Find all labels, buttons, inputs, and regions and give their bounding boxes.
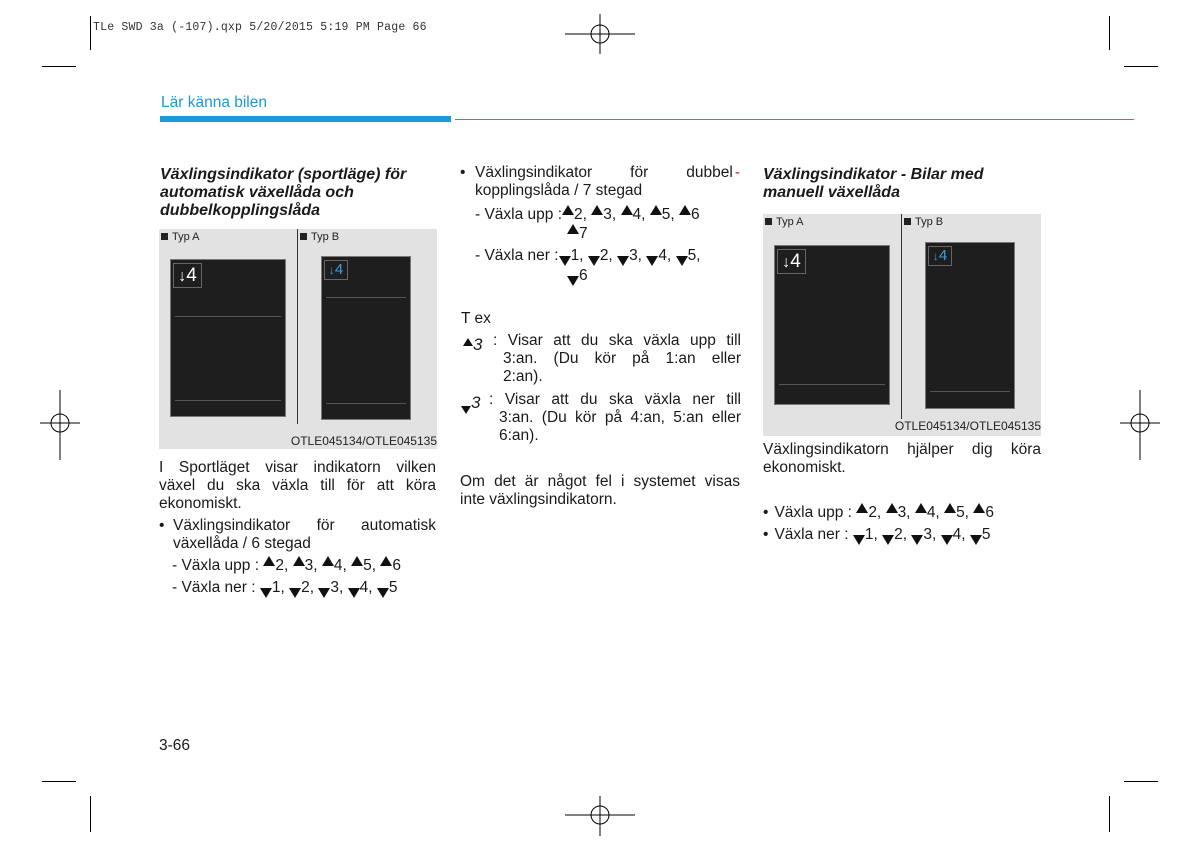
col3-figure	[763, 214, 1041, 436]
gear-indicator-display: ↓4	[173, 263, 202, 288]
shift-up-icon	[562, 205, 574, 215]
shift-down-icon	[461, 406, 471, 414]
col2-tex: T ex	[461, 310, 491, 327]
shift-down-icon	[853, 535, 865, 545]
square-bullet-icon	[904, 218, 911, 225]
registration-mark-top	[565, 14, 635, 54]
section-title-rule	[455, 119, 1134, 120]
col3-heading: Växlingsindikator - Bilar med manuell växellåda	[763, 166, 984, 201]
figure-code: OTLE045134/OTLE045135	[290, 434, 437, 448]
col3-paragraph: Växlingsindikatorn hjälper dig köra ekonomiskt.	[763, 441, 1041, 476]
gear-indicator-display: ↓4	[777, 249, 806, 274]
col1-heading: Växlingsindikator (sportläge) för automatisk växellåda och dubbelkopplingslåda	[160, 166, 407, 219]
shift-down-icon	[318, 588, 330, 598]
shift-down-icon	[646, 256, 658, 266]
registration-mark-right	[1120, 390, 1160, 460]
square-bullet-icon	[300, 233, 307, 240]
col1-figure	[159, 229, 437, 449]
shift-up-icon	[856, 503, 868, 513]
shift-down-icon	[289, 588, 301, 598]
figure-code: OTLE045134/OTLE045135	[894, 419, 1041, 433]
gear-indicator-display: ↓4	[324, 260, 348, 280]
arrow-down-icon: ↓	[178, 268, 187, 285]
shift-up-icon	[293, 556, 305, 566]
bullet-dot: •	[763, 526, 769, 543]
figure-divider	[901, 214, 902, 419]
shift-up-icon	[322, 556, 334, 566]
bullet-dot: •	[460, 164, 466, 181]
col2-fault-note: Om det är något fel i systemet visas inte växlingsindikatorn.	[460, 473, 740, 508]
col3-shift-down: • Växla ner : 1, 2, 3, 4, 5	[763, 526, 991, 543]
shift-down-icon	[941, 535, 953, 545]
figure-label-type-b: Typ B	[300, 231, 339, 243]
shift-up-icon	[567, 224, 579, 234]
col2-example-up: 3 : Visar att du ska växla upp till 3:an. (Du kör på 1:an eller 2:an).	[461, 332, 741, 386]
shift-up-icon	[973, 503, 985, 513]
shift-up-icon	[944, 503, 956, 513]
shift-up-icon	[621, 205, 633, 215]
section-title-bar	[160, 116, 451, 122]
bullet-dot: •	[159, 517, 165, 534]
shift-down-icon	[676, 256, 688, 266]
shift-down-icon	[559, 256, 571, 266]
shift-down-icon	[260, 588, 272, 598]
shift-up-icon	[351, 556, 363, 566]
cluster-screen-type-a	[774, 245, 890, 405]
cluster-screen-type-a	[170, 259, 286, 417]
page-number: 3-66	[159, 737, 191, 754]
shift-down-icon	[617, 256, 629, 266]
square-bullet-icon	[161, 233, 168, 240]
col1-bullet: • Växlingsindikator för automatisk växellåda / 6 stegad	[159, 517, 436, 552]
shift-down-icon	[911, 535, 923, 545]
shift-up-icon	[886, 503, 898, 513]
square-bullet-icon	[765, 218, 772, 225]
gear-indicator-display: ↓4	[928, 246, 952, 266]
shift-up-icon	[263, 556, 275, 566]
col1-shift-up: - Växla upp : 2, 3, 4, 5, 6	[172, 557, 401, 574]
arrow-down-icon: ↓	[328, 263, 335, 277]
col1-paragraph: I Sportläget visar indikatorn vilken växel du ska växla till för att köra ekonomiskt.	[159, 459, 436, 512]
figure-divider	[297, 229, 298, 424]
col3-shift-up: • Växla upp : 2, 3, 4, 5, 6	[763, 504, 994, 521]
figure-label-type-a: Typ A	[765, 216, 804, 228]
cluster-screen-type-b	[321, 256, 411, 420]
shift-up-icon	[463, 338, 473, 346]
shift-up-icon	[679, 205, 691, 215]
figure-label-type-a: Typ A	[161, 231, 200, 243]
col2-example-down: 3 : Visar att du ska växla ner till 3:an. (Du kör på 4:an, 5:an eller 6:an).	[461, 391, 741, 445]
col1-shift-down: - Växla ner : 1, 2, 3, 4, 5	[172, 579, 398, 596]
shift-down-icon	[588, 256, 600, 266]
col2-bullet: • Växlingsindikator för dubbel - kopplingslåda / 7 stegad	[460, 164, 740, 199]
shift-down-icon	[377, 588, 389, 598]
figure-label-type-b: Typ B	[904, 216, 943, 228]
section-title: Lär känna bilen	[161, 94, 267, 111]
cluster-screen-type-b	[925, 242, 1015, 409]
shift-down-icon	[970, 535, 982, 545]
print-slug: TLe SWD 3a (-107).qxp 5/20/2015 5:19 PM Page 66	[93, 21, 427, 34]
arrow-down-icon: ↓	[782, 254, 791, 271]
shift-up-icon	[650, 205, 662, 215]
shift-up-icon	[380, 556, 392, 566]
shift-up-icon	[591, 205, 603, 215]
shift-up-icon	[915, 503, 927, 513]
shift-down-icon	[882, 535, 894, 545]
registration-mark-bottom	[565, 796, 635, 836]
shift-down-icon	[567, 276, 579, 286]
registration-mark-left	[40, 390, 80, 460]
col2-shift-down: - Växla ner : 1, 2, 3, 4, 5, 6	[475, 247, 701, 284]
bullet-dot: •	[763, 504, 769, 521]
col2-shift-up: - Växla upp : 2, 3, 4, 5, 6 7	[475, 206, 700, 242]
shift-down-icon	[348, 588, 360, 598]
arrow-down-icon: ↓	[932, 249, 939, 263]
